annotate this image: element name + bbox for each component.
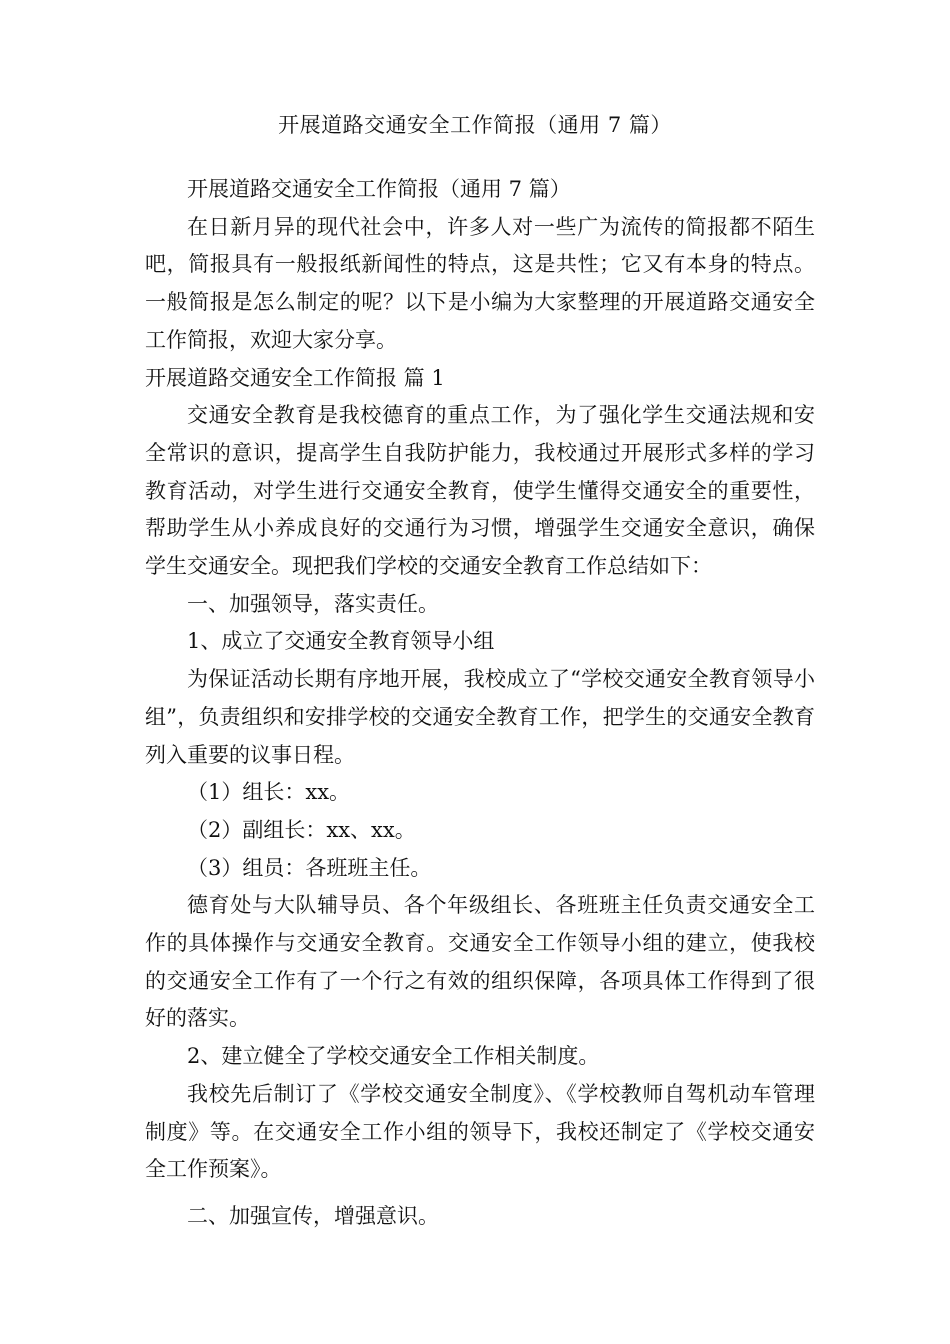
document-title: 开展道路交通安全工作简报（通用 7 篇） bbox=[278, 113, 672, 137]
body-paragraph: 我校先后制订了《学校交通安全制度》、《学校教师自驾机动车管理制度》等。在交通安全工作小组的领导下，我校还制定了《学校交通安全工作预案》。 bbox=[145, 1081, 815, 1182]
section-heading: 开展道路交通安全工作简报 篇 1 bbox=[145, 365, 445, 390]
subtitle-paragraph: 开展道路交通安全工作简报（通用 7 篇） bbox=[187, 177, 571, 201]
list-item: （1）组长：xx。 bbox=[187, 780, 351, 805]
subsection-heading: 1、成立了交通安全教育领导小组 bbox=[187, 629, 495, 654]
document-body bbox=[145, 171, 815, 1236]
list-item: （3）组员：各班班主任。 bbox=[187, 855, 432, 880]
section-heading: 一、加强领导，落实责任。 bbox=[187, 591, 439, 616]
body-paragraph: 交通安全教育是我校德育的重点工作，为了强化学生交通法规和安全常识的意识，提高学生自我防护能力，我校通过开展形式多样的学习教育活动，对学生进行交通安全教育，使学生懂得交通安全的重要性，帮助学生从小养成良好的交通行为习惯，增强学生交通安全意识，确保学生交通安全。现把我们学校的交通安全教育工作总结如下： bbox=[145, 403, 815, 579]
subsection-heading: 2、建立健全了学校交通安全工作相关制度。 bbox=[187, 1044, 600, 1069]
section-heading: 二、加强宣传，增强意识。 bbox=[187, 1203, 439, 1228]
body-paragraph: 为保证活动长期有序地开展，我校成立了“学校交通安全教育领导小组”，负责组织和安排学校的交通安全教育工作，把学生的交通安全教育列入重要的议事日程。 bbox=[145, 667, 815, 767]
list-item: （2）副组长：xx、xx。 bbox=[187, 817, 416, 842]
intro-paragraph: 在日新月异的现代社会中，许多人对一些广为流传的简报都不陌生吧，简报具有一般报纸新闻性的特点，这是共性；它又有本身的特点。一般简报是怎么制定的呢？以下是小编为大家整理的开展道路交通安全工作简报，欢迎大家分享。 bbox=[145, 214, 815, 352]
body-paragraph: 德育处与大队辅导员、各个年级组长、各班班主任负责交通安全工作的具体操作与交通安全教育。交通安全工作领导小组的建立，使我校的交通安全工作有了一个行之有效的组织保障，各项具体工作得到了很好的落实。 bbox=[145, 893, 815, 1031]
